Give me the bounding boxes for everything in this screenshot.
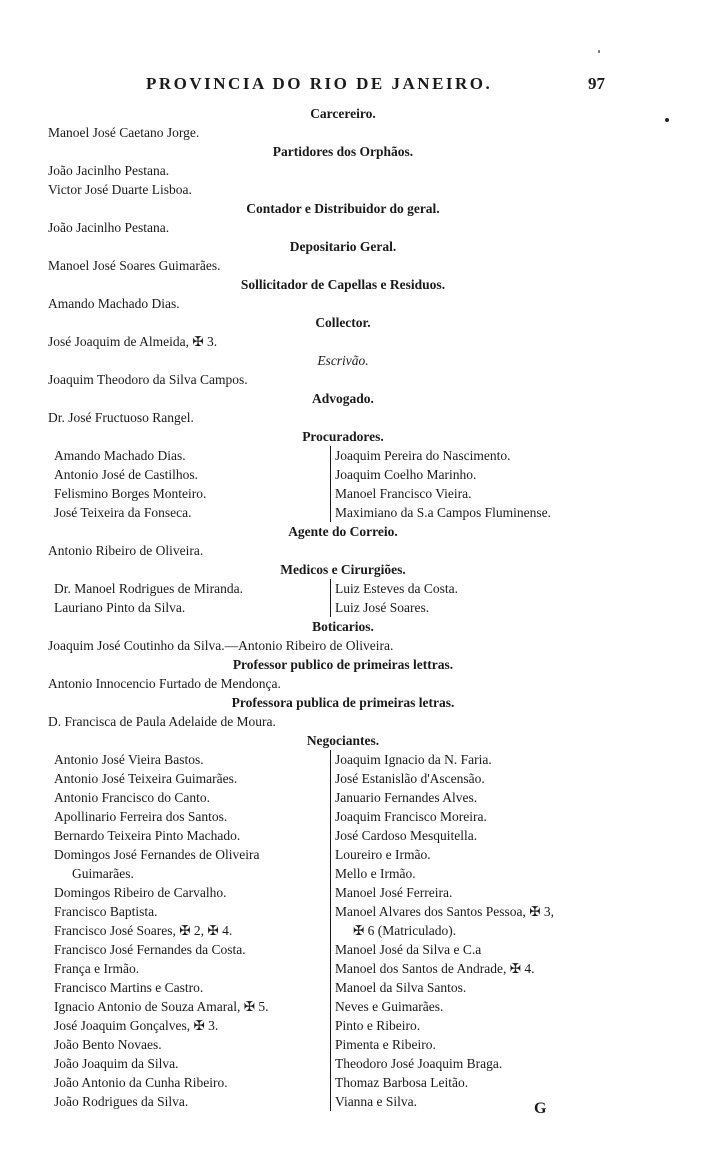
list-item: Antonio José de Castilhos. <box>54 467 198 482</box>
list-item: Joaquim Coelho Marinho. <box>335 467 477 482</box>
section-heading-sollicitador: Sollicitador de Capellas e Residuos. <box>240 277 446 292</box>
section-heading-boticarios: Boticarios. <box>312 619 374 634</box>
page-number: 97 <box>588 74 605 93</box>
list-item: Antonio José Teixeira Guimarães. <box>54 771 238 786</box>
list-item: Pimenta e Ribeiro. <box>335 1037 436 1052</box>
list-item: Loureiro e Irmão. <box>335 847 431 862</box>
ink-speck <box>665 118 669 122</box>
list-item: Guimarães. <box>72 866 134 881</box>
list-item: Domingos José Fernandes de Oliveira <box>54 847 260 862</box>
list-item: Manoel Francisco Vieira. <box>335 486 472 501</box>
list-item: Domingos Ribeiro de Carvalho. <box>54 885 227 900</box>
list-item: Manoel José da Silva e C.a <box>335 942 482 957</box>
list-item: João Bento Novaes. <box>54 1037 162 1052</box>
section-heading-depositario: Depositario Geral. <box>289 239 397 254</box>
name-line: Dr. José Fructuoso Rangel. <box>48 410 194 425</box>
section-heading-agente: Agente do Correio. <box>288 524 398 539</box>
page-body <box>48 104 638 1111</box>
name-line: Joaquim Theodoro da Silva Campos. <box>48 372 248 387</box>
section-heading-professor: Professor publico de primeiras lettras. <box>232 657 454 672</box>
page-header <box>0 74 704 98</box>
list-item: Antonio Francisco do Canto. <box>54 790 210 805</box>
name-line: João Jacinlho Pestana. <box>48 220 170 235</box>
list-item: Antonio José Vieira Bastos. <box>54 752 204 767</box>
ink-speck <box>598 50 600 53</box>
list-item: Luiz Esteves da Costa. <box>335 581 458 596</box>
list-item: ✠ 6 (Matriculado). <box>353 923 457 938</box>
name-line: Antonio Ribeiro de Oliveira. <box>48 543 204 558</box>
list-item: João Joaquim da Silva. <box>54 1056 179 1071</box>
name-line: D. Francisca de Paula Adelaide de Moura. <box>48 714 276 729</box>
section-heading-carcereiro: Carcereiro. <box>310 106 376 121</box>
column-left <box>54 579 330 617</box>
list-item: Mello e Irmão. <box>335 866 416 881</box>
list-item: Manoel José Ferreira. <box>335 885 453 900</box>
list-item: Maximiano da S.a Campos Fluminense. <box>335 505 551 520</box>
list-item: Manoel Alvares dos Santos Pessoa, ✠ 3, <box>335 904 555 919</box>
list-item: Francisco Baptista. <box>54 904 158 919</box>
list-item: João Antonio da Cunha Ribeiro. <box>54 1075 228 1090</box>
name-line: Manoel José Caetano Jorge. <box>48 125 200 140</box>
list-item: Pinto e Ribeiro. <box>335 1018 421 1033</box>
name-line: José Joaquim de Almeida, ✠ 3. <box>48 334 218 349</box>
list-item: Manoel dos Santos de Andrade, ✠ 4. <box>335 961 535 976</box>
list-item: Januario Fernandes Alves. <box>335 790 478 805</box>
list-item: Francisco José Soares, ✠ 2, ✠ 4. <box>54 923 233 938</box>
section-heading-partidores: Partidores dos Orphãos. <box>272 144 414 159</box>
two-column-list-medicos <box>54 579 638 617</box>
list-item: Amando Machado Dias. <box>54 448 186 463</box>
list-item: Luiz José Soares. <box>335 600 430 615</box>
two-column-list-negociantes <box>54 750 638 1111</box>
list-item: João Rodrigues da Silva. <box>54 1094 189 1109</box>
page-title: PROVINCIA DO RIO DE JANEIRO. <box>146 74 493 93</box>
list-item: Francisco Martins e Castro. <box>54 980 204 995</box>
name-line: Amando Machado Dias. <box>48 296 180 311</box>
sub-heading-escrivao: Escrivão. <box>317 353 369 368</box>
list-item: José Teixeira da Fonseca. <box>54 505 192 520</box>
list-item: José Estanislão d'Ascensão. <box>335 771 485 786</box>
list-item: Thomaz Barbosa Leitão. <box>335 1075 469 1090</box>
section-heading-procuradores: Procuradores. <box>302 429 384 444</box>
list-item: Manoel da Silva Santos. <box>335 980 467 995</box>
column-left <box>54 750 330 1111</box>
list-item: Vianna e Silva. <box>335 1094 418 1109</box>
section-heading-professora: Professora publica de primeiras letras. <box>231 695 455 710</box>
list-item: Theodoro José Joaquim Braga. <box>335 1056 503 1071</box>
list-item: Lauriano Pinto da Silva. <box>54 600 186 615</box>
column-left <box>54 446 330 522</box>
list-item: José Cardoso Mesquitella. <box>335 828 478 843</box>
list-item: Felismino Borges Monteiro. <box>54 486 207 501</box>
section-heading-collector: Collector. <box>315 315 371 330</box>
name-line: Manoel José Soares Guimarães. <box>48 258 221 273</box>
section-heading-contador: Contador e Distribuidor do geral. <box>246 201 440 216</box>
list-item: Neves e Guimarães. <box>335 999 444 1014</box>
section-heading-negociantes: Negociantes. <box>306 733 380 748</box>
two-column-list-procuradores <box>54 446 638 522</box>
section-heading-medicos: Medicos e Cirurgiões. <box>280 562 406 577</box>
name-line: Victor José Duarte Lisboa. <box>48 182 192 197</box>
column-right <box>330 750 554 1111</box>
list-item: Francisco José Fernandes da Costa. <box>54 942 246 957</box>
column-right <box>330 579 458 617</box>
name-line: João Jacinlho Pestana. <box>48 163 170 178</box>
name-line: Joaquim José Coutinho da Silva.—Antonio Ribeiro de Oliveira. <box>48 638 394 653</box>
name-line: Antonio Innocencio Furtado de Mendonça. <box>48 676 281 691</box>
signature-mark: G <box>534 1100 547 1117</box>
list-item: José Joaquim Gonçalves, ✠ 3. <box>54 1018 219 1033</box>
list-item: Bernardo Teixeira Pinto Machado. <box>54 828 241 843</box>
column-right <box>330 446 551 522</box>
list-item: Ignacio Antonio de Souza Amaral, ✠ 5. <box>54 999 269 1014</box>
list-item: Joaquim Ignacio da N. Faria. <box>335 752 492 767</box>
list-item: Joaquim Pereira do Nascimento. <box>335 448 511 463</box>
list-item: Apollinario Ferreira dos Santos. <box>54 809 228 824</box>
list-item: França e Irmão. <box>54 961 140 976</box>
section-heading-advogado: Advogado. <box>312 391 374 406</box>
list-item: Dr. Manoel Rodrigues de Miranda. <box>54 581 243 596</box>
list-item: Joaquim Francisco Moreira. <box>335 809 487 824</box>
